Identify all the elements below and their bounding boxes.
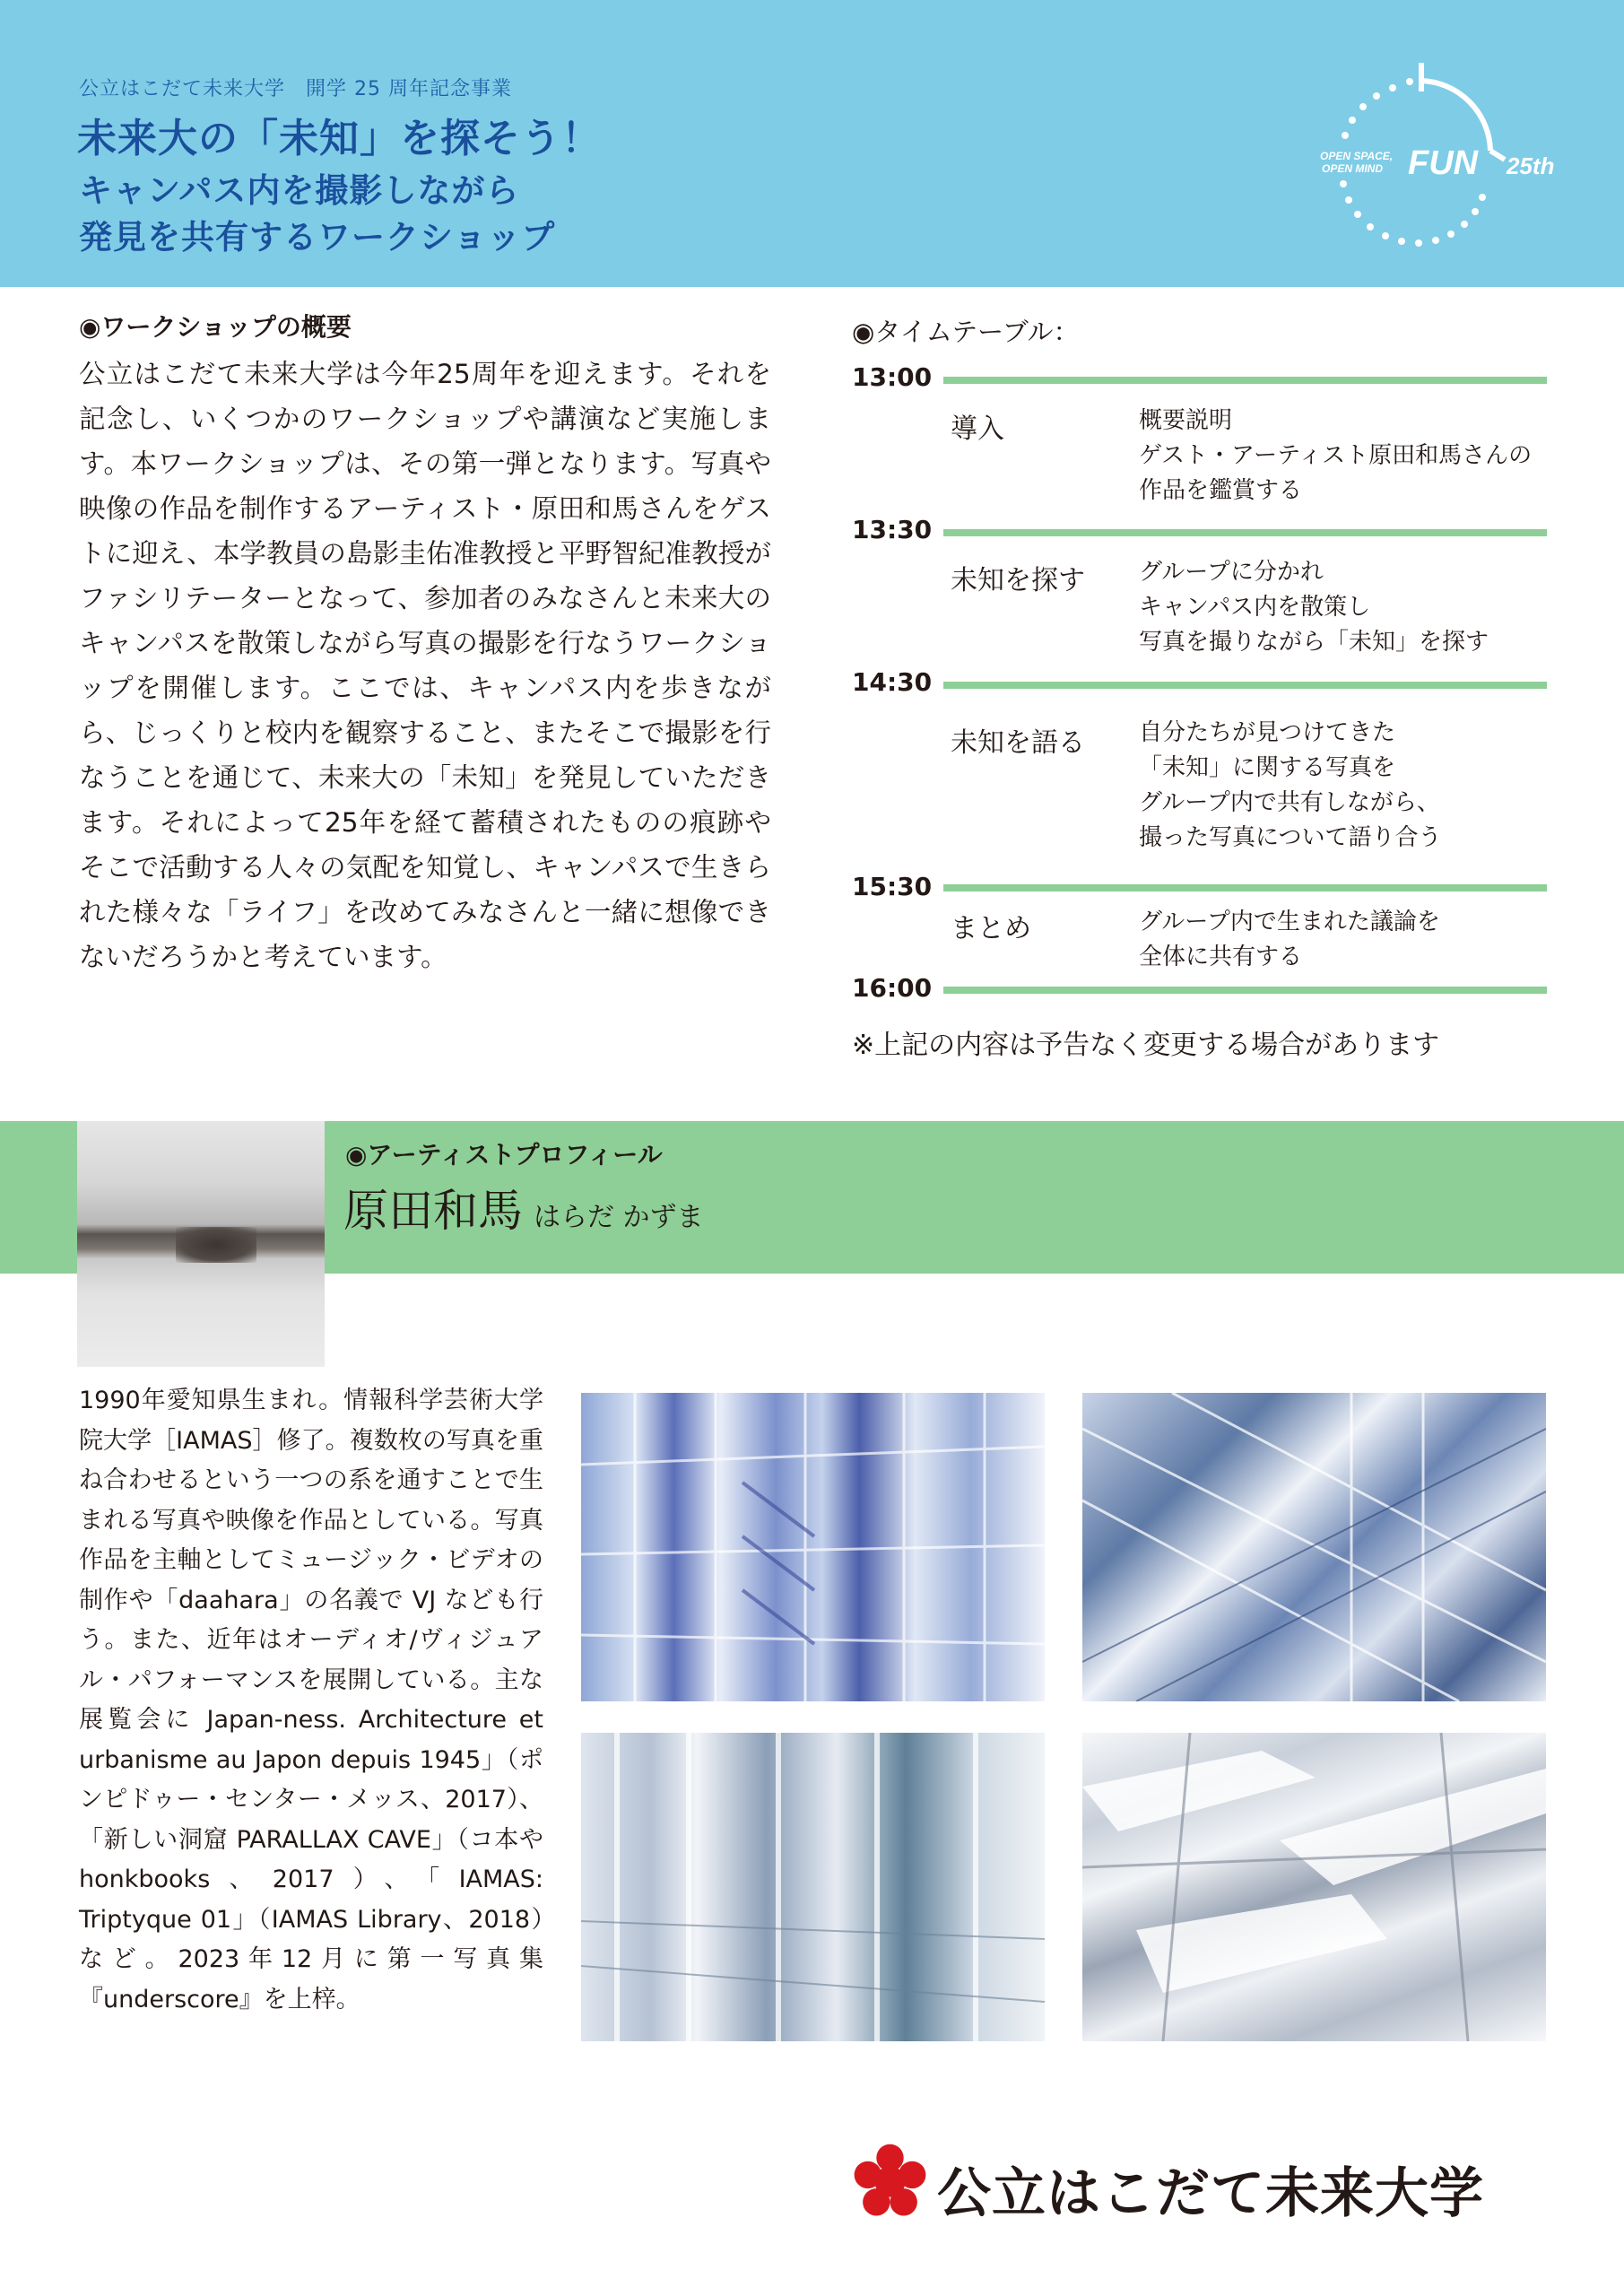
artist-name (343, 1175, 704, 1239)
artist-heading: ◉アーティストプロフィール (345, 1140, 663, 1170)
session-label: まとめ (951, 913, 1031, 944)
session-desc-line: 撮った写真について語り合う (1139, 824, 1442, 851)
timetable-divider (943, 377, 1547, 384)
overview-heading: ◉ワークショップの概要 (79, 312, 352, 342)
session-label: 未知を語る (951, 727, 1085, 759)
session-desc (1139, 555, 1489, 660)
artwork-image-3 (581, 1733, 1045, 2041)
artist-portrait (77, 1121, 325, 1367)
time-1430: 14:30 (852, 667, 933, 697)
time-1330: 13:30 (852, 515, 933, 544)
artwork-image-2 (1082, 1393, 1546, 1701)
session-desc-line: 概要説明 (1139, 407, 1233, 434)
logo-25th: 25th (1507, 152, 1555, 179)
session-desc-line: 自分たちが見つけてきた (1139, 719, 1396, 746)
artist-name-kanji: 原田和馬 (343, 1185, 523, 1237)
session-desc-line: ゲスト・アーティスト原田和馬さんの (1139, 442, 1533, 469)
session-desc-line: グループ内で共有しながら、 (1139, 789, 1440, 816)
artist-name-kana: はらだ かずま (534, 1202, 704, 1233)
session-label: 導入 (951, 413, 1004, 445)
logo-tagline-1: OPEN SPACE, (1320, 150, 1394, 162)
session-desc (1139, 404, 1532, 509)
session-desc-line: グループに分かれ (1139, 559, 1324, 586)
page-title: 未来大の「未知」を探そう！ (77, 116, 602, 161)
session-desc-line: 写真を撮りながら「未知」を探す (1139, 629, 1489, 656)
session-desc-line: 「未知」に関する写真を (1139, 754, 1396, 781)
session-desc (1139, 905, 1440, 975)
session-desc-line: キャンパス内を散策し (1139, 594, 1371, 621)
logo-tagline-2: OPEN MIND (1322, 162, 1384, 175)
timetable-divider (943, 884, 1547, 891)
header-banner (0, 0, 1624, 287)
subtitle-line-2: 発見を共有するワークショップ (79, 218, 556, 257)
time-1300: 13:00 (852, 362, 933, 392)
session-desc (1139, 716, 1441, 856)
fun-25th-logo (1300, 54, 1569, 269)
session-label: 未知を探す (951, 565, 1085, 596)
time-1530: 15:30 (852, 872, 933, 901)
timetable-heading: ◉タイムテーブル： (852, 317, 1080, 347)
university-name: 公立はこだて未来大学 (937, 2162, 1484, 2225)
event-line: 公立はこだて未来大学 開学 25 周年記念事業 (79, 78, 512, 100)
artwork-image-1 (581, 1393, 1045, 1701)
timetable-note: ※上記の内容は予告なく変更する場合があります (852, 1030, 1440, 1061)
university-logo-mark (847, 2139, 933, 2224)
timetable-divider (943, 682, 1547, 689)
timetable-divider (943, 529, 1547, 536)
time-1600: 16:00 (852, 973, 933, 1003)
logo-fun: FUN (1408, 144, 1479, 182)
artwork-image-4 (1082, 1733, 1546, 2041)
overview-body: 公立はこだて未来大学は今年25周年を迎えます。それを記念し、いくつかのワークショップや講演など実施します。本ワークショップは、その第一弾となります。写真や映像の作品を制作するアーティスト・原田和馬さんをゲストに迎え、本学教員の島影圭佑准教授と平野智紀准教授がファシリテーターとなって、参加者のみなさんと未来大のキャンパスを散策しながら写真の撮影を行なうワークショップを開催します。ここでは、キャンパス内を歩きながら、じっくりと校内を観察すること、またそこで撮影を行なうことを通じて、未来大の「未知」を発見していただきます。それによって25年を経て蓄積されたものの痕跡やそこで活動する人々の気配を知覚し、キャンパスで生きられた様々な「ライフ」を改めてみなさんと一緒に想像できないだろうかと考えています。 (79, 359, 771, 972)
session-desc-line: グループ内で生まれた議論を (1139, 909, 1440, 935)
artist-bio: 1990年愛知県生まれ。情報科学芸術大学院大学［IAMAS］修了。複数枚の写真を重ね合わせるという一つの系を通すことで生まれる写真や映像を作品としている。写真作品を主軸としてミュージック・ビデオの制作や「daahara」の名義で VJ なども行う。また、近年はオーディオ/ヴィジュアル・パフォーマンスを展開している。主な展覧会に Japan-ness. Architecture et urbanisme au Japon depuis 1945」（ポンピドゥー・センター・メッス、2017）、「新しい洞窟 PARALLAX CAVE」（コ本や honkbooks、2017）、「IAMAS: Triptyque 01」（IAMAS Library、2018）など。2023年12月に第一写真集『underscore』を上梓。 (79, 1387, 543, 2013)
session-desc-line: 全体に共有する (1139, 944, 1303, 970)
subtitle-line-1: キャンパス内を撮影しながら (79, 171, 520, 210)
session-desc-line: 作品を鑑賞する (1139, 477, 1303, 504)
timetable-divider (943, 987, 1547, 994)
